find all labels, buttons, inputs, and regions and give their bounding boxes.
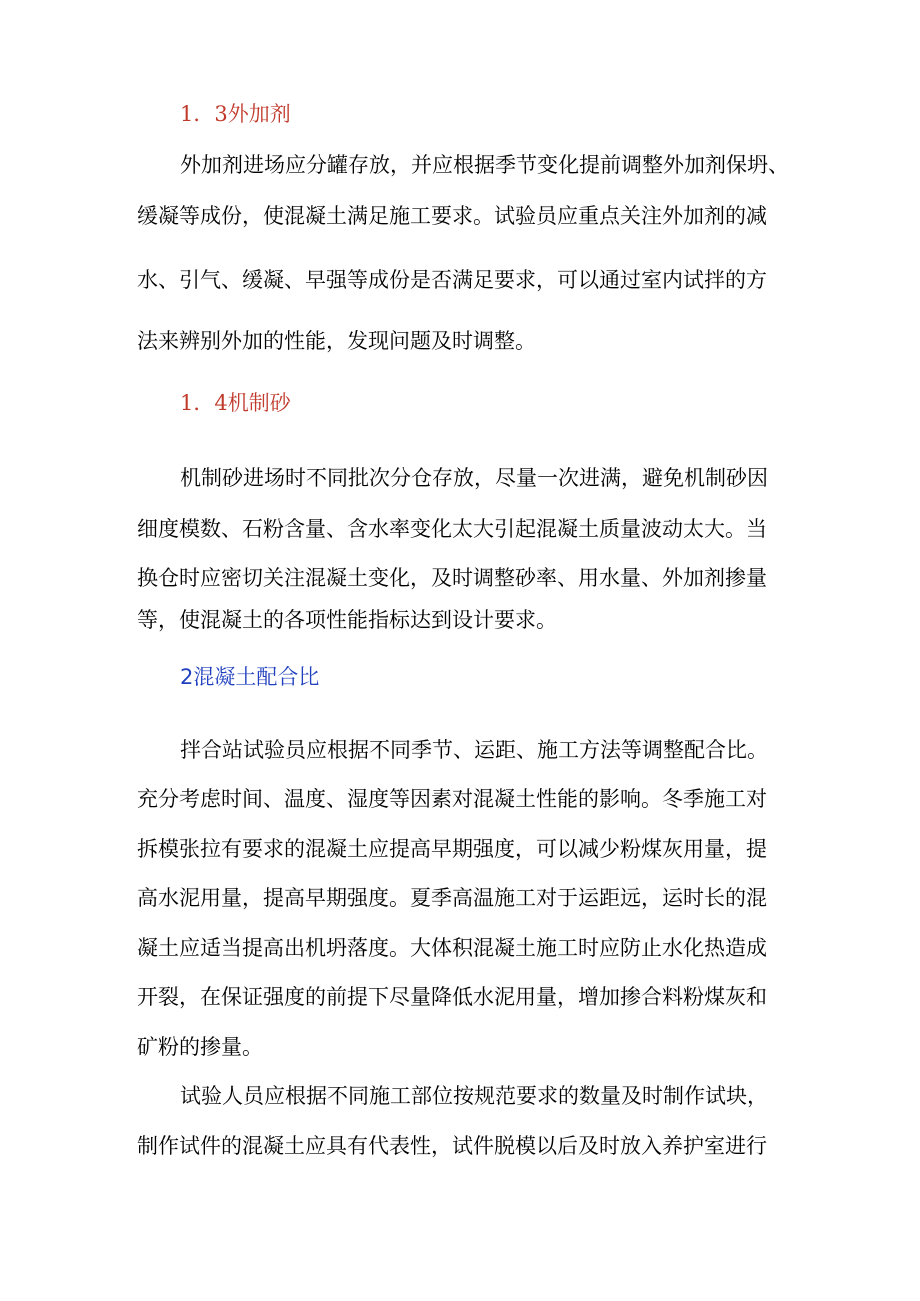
paragraph-line: 缓凝等成份，使混凝土满足施工要求。试验员应重点关注外加剂的减 (137, 204, 767, 228)
paragraph-line: 外加剂进场应分罐存放，并应根据季节变化提前调整外加剂保坍、 (180, 153, 789, 177)
section-heading-mix-ratio: 2混凝土配合比 (180, 665, 320, 689)
paragraph-line: 制作试件的混凝土应具有代表性，试件脱模以后及时放入养护室进行 (137, 1134, 767, 1158)
paragraph-line: 凝土应适当提高出机坍落度。大体积混凝土施工时应防止水化热造成 (137, 936, 767, 960)
paragraph-line: 法来辨别外加的性能，发现问题及时调整。 (137, 329, 536, 353)
paragraph-line: 矿粉的掺量。 (137, 1035, 263, 1059)
paragraph-line: 拌合站试验员应根据不同季节、运距、施工方法等调整配合比。 (180, 738, 768, 762)
paragraph-line: 拆模张拉有要求的混凝土应提高早期强度，可以减少粉煤灰用量，提 (137, 837, 767, 861)
paragraph-line: 细度模数、石粉含量、含水率变化太大引起混凝土质量波动太大。当 (137, 517, 767, 541)
paragraph-line: 水、引气、缓凝、早强等成份是否满足要求，可以通过室内试拌的方 (137, 268, 767, 292)
section-heading-machine-sand: 1．4机制砂 (180, 391, 291, 415)
section-heading-admixture: 1．3外加剂 (180, 102, 291, 126)
paragraph-line: 等，使混凝土的各项性能指标达到设计要求。 (137, 608, 557, 632)
paragraph-line: 开裂，在保证强度的前提下尽量降低水泥用量，增加掺合料粉煤灰和 (137, 985, 767, 1009)
paragraph-line: 试验人员应根据不同施工部位按规范要求的数量及时制作试块， (180, 1084, 768, 1108)
paragraph-line: 机制砂进场时不同批次分仓存放，尽量一次进满，避免机制砂因 (180, 466, 768, 490)
paragraph-line: 换仓时应密切关注混凝土变化，及时调整砂率、用水量、外加剂掺量 (137, 566, 767, 590)
paragraph-line: 充分考虑时间、温度、湿度等因素对混凝土性能的影响。冬季施工对 (137, 787, 767, 811)
paragraph-line: 高水泥用量，提高早期强度。夏季高温施工对于运距远，运时长的混 (137, 886, 767, 910)
